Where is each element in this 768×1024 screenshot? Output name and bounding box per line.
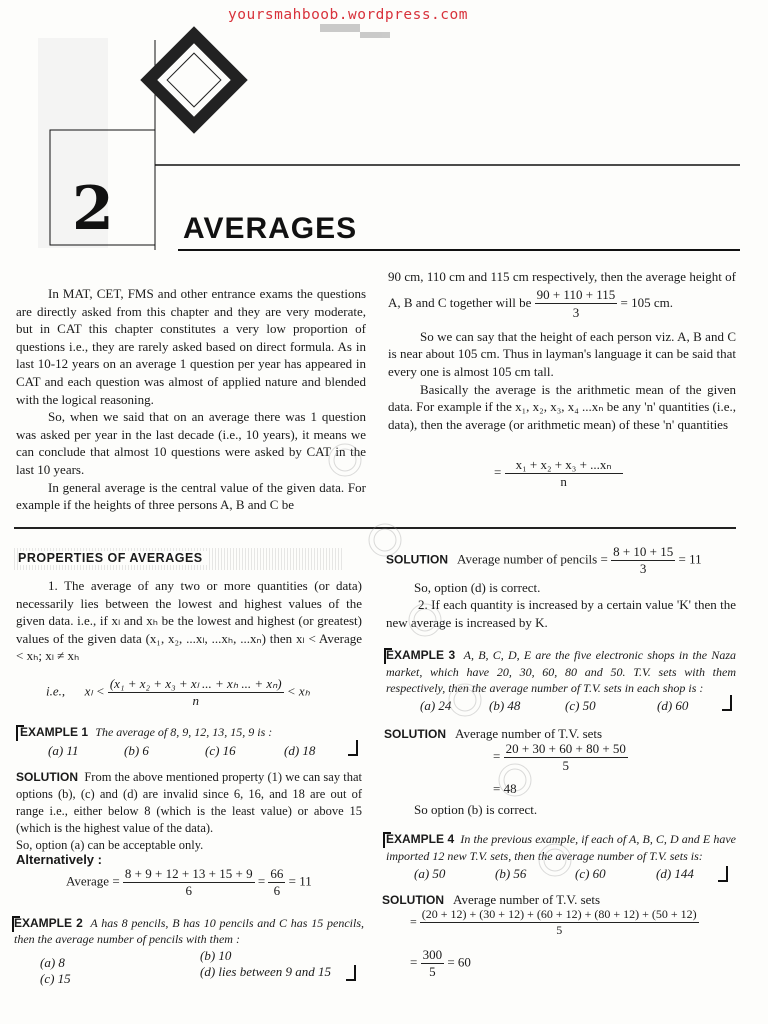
example-1-average-equation: Average = $\frac{8 + 9 + 12 + 13 + 15 + 9}{6}$ = $\frac{66}{6}$ = 11 [66,866,312,898]
example-1-solution: SOLUTION From the above mentioned property (1) we can say that options (b), (c) and (d) are invalid since 6, 16, and 18 are out of range i.e., either below 8 (which is the least value) or above 15 (which is the highest value of the data). So, option (a) can be acceptable only. [16,770,363,852]
mean-formula: = $\frac{\text{x₁ + x₂ + x₃ + ...xₙ}}{n}$ [494,457,623,490]
intro-paragraph-3: In general average is the central value of the given data. For example if the heights of three persons A, B and C be [16,479,366,513]
solution-2: SOLUTION Average number of pencils = $\frac{8 + 10 + 15}{3}$ = 11 [386,544,702,576]
section-divider [14,527,736,529]
solution-3-result: = 48 [493,781,517,796]
properties-heading: PROPERTIES OF AVERAGES [18,551,358,571]
example-1-option-c: (c) 16 [205,743,236,758]
diamond-logo-icon [140,26,247,133]
example-2-option-c: (c) 15 [40,971,71,986]
example-1-option-b: (b) 6 [124,743,149,758]
example-1-header: EXAMPLE 1 The average of 8, 9, 12, 13, 15, 9 is : [20,725,273,739]
property-1-inequality: i.e., xₗ < $\frac{\text{(x₁ + x₂ + x₃ + xₗ ... + xₕ ... + xₙ)}}{n}$ < xₕ [46,676,310,708]
example-4-option-d: (d) 144 [656,866,694,881]
example-2-option-b: (b) 10 [200,948,232,963]
layman-paragraph: So we can say that the height of each person viz. A, B and C is near about 105 cm. Thus in layman's language it can be said that every one is almost 105 cm tall. [388,328,736,379]
example-end-bracket [722,695,732,711]
example-1-option-d: (d) 18 [284,743,316,758]
example-end-bracket [346,965,356,981]
property-2-text: 2. If each quantity is increased by a certain value 'K' then the new average is increased by K. [386,597,736,630]
example-4-option-c: (c) 60 [575,866,606,881]
example-3-option-a: (a) 24 [420,698,452,713]
example-3-option-b: (b) 48 [489,698,521,713]
intro-paragraph-1: In MAT, CET, FMS and other entrance exams the questions are directly asked from this chapter and they are very moderate, but in CAT this chapter constitutes a very low proportion of questions i.e., they are rarely asked based on direct formula. As in last 10-12 years on an average 1 question per year has appeared in CAT and each question was almost of applied nature and blended with the logical reasoning. [16,286,366,407]
example-1-option-a: (a) 11 [48,743,79,758]
chapter-header-graphic [0,0,768,260]
solution-3-conclusion: So option (b) is correct. [414,802,538,817]
solution-3-equation: = $\frac{20 + 30 + 60 + 80 + 50}{5}$ [493,741,626,773]
solution-4-equation: = $\frac{(20 + 12) + (30 + 12) + (60 + 12) + (80 + 12) + (50 + 12)}{5}$ [410,907,697,937]
example-2-header: EXAMPLE 2 A has 8 pencils, B has 10 pencils and C has 15 pencils, then the average number of pencils with them : [14,916,365,946]
example-3-header: EXAMPLE 3 A, B, C, D, E are the five electronic shops in the Naza market, which have 20, 30, 60, 80 and 50. T.V. sets with them respectively, then the average number of T.V. sets in each shop is : [386,648,737,695]
example-2-option-d: (d) lies between 9 and 15 [200,964,332,979]
property-1-text: 1. The average of any two or more quantities (or data) necessarily lies between the lowest and highest values of the given data. i.e., if xₗ and xₕ be the lowest and highest (or greatest) values of the given data (x₁, x₂, ...xₗ, ...xₕ, ...xₙ) then xₗ < Average < xₕ; xₗ ≠ xₕ [16,578,362,664]
height-fraction: $\frac{90 + 110 + 115}{3}$ [536,286,616,321]
example-4-option-b: (b) 56 [495,866,527,881]
intro-paragraph-2: So, when we said that on an average there was 1 question was asked per year in the last decade (i.e., 10 years), it means we can conclude that almost 10 questions were asked by CAT in the last 10 years. [16,409,366,477]
left-intro-column [16,285,366,514]
example-3-option-c: (c) 50 [565,698,596,713]
example-4-option-a: (a) 50 [414,866,446,881]
solution-4-result: = $\frac{300}{5}$ = 60 [410,947,471,979]
example-end-bracket [348,740,358,756]
solution-4-label: SOLUTION Average number of T.V. sets [382,892,601,907]
chapter-title: AVERAGES [183,212,358,245]
solution-3-label: SOLUTION Average number of T.V. sets [384,726,603,741]
example-4-header: EXAMPLE 4 In the previous example, if each of A, B, C, D and E have imported 12 new T.V. sets, then the average number of T.V. sets is: [386,832,737,863]
arithmetic-mean-paragraph: Basically the average is the arithmetic mean of the given data. For example if the x₁, x₂, x₃, x₄ ...xₙ be any 'n' quantities (i.e., data), then the average (or arithmetic mean) of these 'n' quantities [388,381,736,432]
solution-2-conclusion: So, option (d) is correct. [414,580,541,595]
example-3-option-d: (d) 60 [657,698,689,713]
example-2-option-a: (a) 8 [40,955,65,970]
alternatively-label: Alternatively : [16,852,102,867]
right-intro-column: 90 cm, 110 cm and 115 cm respectively, then the average height of A, B and C together will be $\frac{90 + 110 + 115}{3}$ = 105 cm. So we can say that the height of each person viz. A, B and C is near about 105 cm. Thus in layman's language it can be said that every one is almost 105 cm tall. Basically the average is the arithmetic mean of the given data. For example if the x₁, x₂, x₃, x₄ ...xₙ be any 'n' quantities (i.e., data), then the average (or arithmetic mean) of these 'n' quantities [388,269,736,432]
example-end-bracket [718,866,728,882]
height-text: 90 cm, 110 cm and 115 cm respectively, then the average height of A, B and C together will be [388,269,736,310]
watermark-url: yoursmahboob.wordpress.com [228,7,468,23]
chapter-number: 2 [72,174,112,244]
